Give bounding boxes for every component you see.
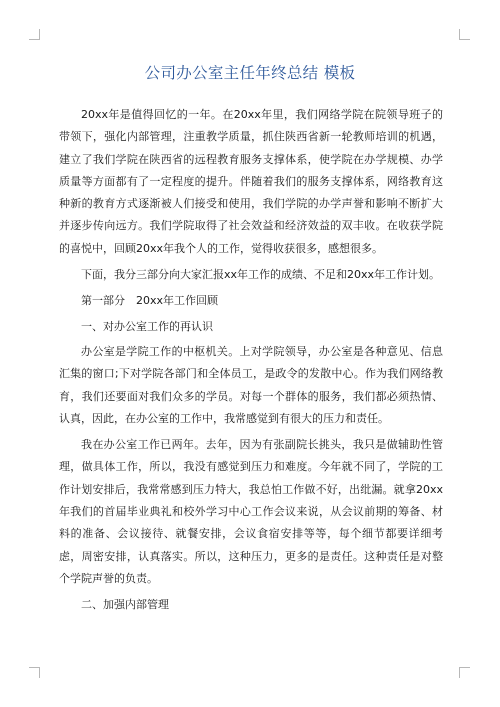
subheading-office-understanding: 一、对办公室工作的再认识 [81, 319, 213, 333]
paragraph-outline: 下面，我分三部分向大家汇报xx年工作的成绩、不足和20xx年工作计划。 [81, 268, 441, 282]
crop-mark-bottom-left [29, 667, 40, 678]
paragraph-office-experience: 我在办公室工作已两年。去年，因为有张副院长挑头，我只是做辅助性管理，做具体工作，所以，我没有感觉到压力和难度。今年就不同了，学院的工作计划安排后，我常常感到压力特大，我总怕工作做不好，出纰漏。就拿20xx年我们的首届毕业典礼和校外学习中心工作会议来说，从会议前期的筹备、材料的准备、会议接待、就餐安排，会议食宿安排等等，每个细节都要详细考虑，周密安排，认真落实。所以，这种压力，更多的是责任。这种责任是对整个学院声誉的负责。 [59, 438, 443, 585]
paragraph-office-role: 办公室是学院工作的中枢机关。上对学院领导，办公室是各种意见、信息汇集的窗口;下对学院各部门和全体员工，是政令的发散中心。作为我们网络教育，我们还要面对我们众多的学员。对每一个群体的服务，我们都必须热情、认真，因此，在办公室的工作中，我常感觉到有很大的压力和责任。 [59, 344, 443, 425]
document-body [59, 104, 443, 620]
subheading-internal-management: 二、加强内部管理 [81, 598, 169, 612]
section-heading-part-one: 第一部分 20xx年工作回顾 [81, 294, 219, 308]
document-title: 公司办公室主任年终总结 模板 [144, 64, 356, 82]
paragraph-intro: 20xx年是值得回忆的一年。在20xx年里，我们网络学院在院领导班子的带领下，强化内部管理，注重教学质量，抓住陕西省新一轮教师培训的机遇，建立了我们学院在陕西省的远程教育服务支撑体系，使学院在办学规模、办学质量等方面都有了一定程度的提升。伴随着我们的服务支撑体系，网络教育这种新的教育方式逐渐被人们接受和使用，我们学院的办学声誉和影响不断扩大并逐步传向远方。我们学院取得了社会效益和经济效益的双丰收。在收获学院的喜悦中，回顾20xx年我个人的工作，觉得收获很多，感想很多。 [59, 108, 443, 255]
crop-mark-bottom-right [459, 667, 470, 678]
crop-mark-top-right [459, 29, 470, 40]
crop-mark-top-left [29, 29, 40, 40]
